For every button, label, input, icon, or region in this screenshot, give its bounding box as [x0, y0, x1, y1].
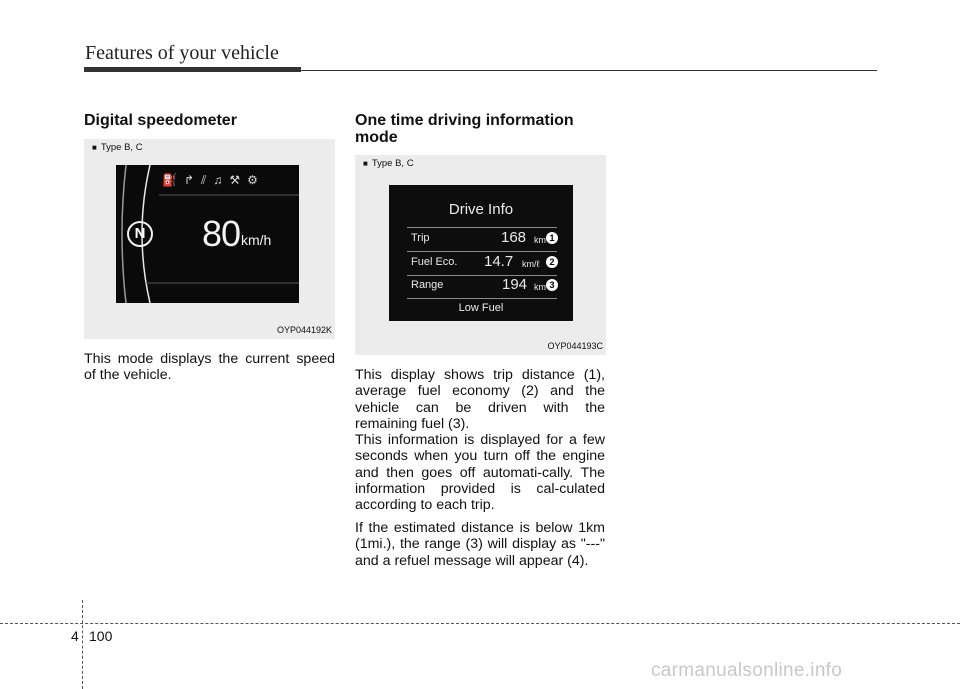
chapter-number: 4 [71, 628, 79, 644]
low-fuel-message: Low Fuel [458, 302, 504, 314]
range-unit: km [534, 282, 546, 292]
page-number: 100 [89, 628, 113, 644]
fuel-economy-unit: km/ℓ [522, 259, 540, 269]
figure-code: OYP044192K [276, 325, 332, 335]
drive-info-paragraph-2: This information is displayed for a few seconds when you turn off the engine and then goes off automati-cally. The information provided is cal-culated according to each trip. [355, 432, 605, 514]
gear-indicator: N [127, 221, 153, 247]
trip-unit: km [534, 235, 546, 245]
running-header: Features of your vehicle [85, 42, 279, 64]
speedometer-display [116, 165, 299, 303]
figure-type-label: ■ Type B, C [363, 158, 414, 169]
figure-type-label: ■ Type B, C [92, 142, 143, 153]
trip-value: 168 [501, 229, 527, 246]
range-value: 194 [502, 276, 528, 293]
speed-value: 80 [202, 213, 241, 254]
speedometer-icon-row [162, 173, 258, 188]
fuel-economy-label: Fuel Eco. [411, 256, 458, 268]
footer-divider [82, 600, 83, 689]
music-icon: ♫ [213, 173, 223, 187]
drive-info-rule [407, 227, 557, 228]
watermark: carmanualsonline.info [651, 660, 843, 681]
drive-info-title: Drive Info [448, 201, 514, 218]
section-heading-digital-speedometer: Digital speedometer [84, 112, 237, 129]
section-heading-driving-info: One time driving information mode [355, 112, 574, 146]
fuel-economy-value: 14.7 [484, 253, 514, 270]
header-rule-thick [84, 67, 301, 72]
drive-info-paragraph-3: If the estimated distance is below 1km (1mi.), the range (3) will display as "---" and a refuel message will appear (4). [355, 520, 605, 569]
figure-code: OYP044193C [547, 341, 603, 351]
callout-3: 3 [546, 279, 558, 291]
trip-computer-icon: ⛽ [162, 173, 177, 187]
callout-1: 1 [546, 232, 558, 244]
speedometer-description: This mode displays the current speed of the vehicle. [84, 351, 335, 384]
callout-2: 2 [546, 256, 558, 268]
drive-info-display [389, 185, 573, 321]
header-rule-thin [301, 70, 877, 71]
wrench-icon: ⚒ [229, 173, 241, 187]
turn-arrow-icon: ↱ [183, 173, 195, 187]
lane-icon: ⫽ [201, 173, 207, 187]
footer-rule [0, 623, 960, 624]
drive-info-rule [407, 298, 557, 299]
trip-label: Trip [411, 232, 430, 244]
drive-info-paragraph-1: This display shows trip distance (1), average fuel economy (2) and the vehicle can be driven with the remaining fuel (3). [355, 367, 605, 432]
range-label: Range [411, 279, 444, 291]
speed-unit: km/h [241, 232, 272, 248]
drive-info-rule [407, 251, 557, 252]
gear-settings-icon: ⚙ [247, 173, 258, 187]
drive-info-rule [407, 275, 557, 276]
